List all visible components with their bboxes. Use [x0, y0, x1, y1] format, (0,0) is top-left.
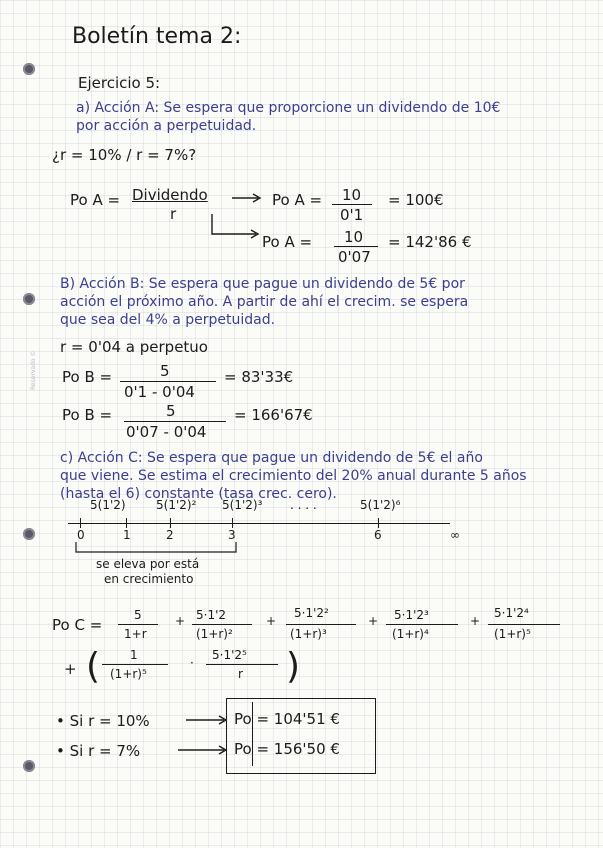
binder-hole: [23, 293, 35, 305]
timeline-flow-3: 5(1'2)³: [222, 498, 263, 512]
timeline-tick: [232, 518, 233, 528]
timeline-label-1: 1: [123, 528, 131, 542]
result-1-denominator: 0'1: [340, 206, 364, 224]
case-r-7: • Si r = 7%: [56, 742, 141, 760]
term-2-denominator: (1+r)²: [196, 627, 233, 641]
timeline-flow-6: 5(1'2)⁶: [360, 498, 401, 512]
term-5-denominator: (1+r)⁵: [494, 627, 531, 641]
fraction-bar: [386, 624, 458, 625]
term-4-denominator: (1+r)⁴: [392, 627, 429, 641]
term-5-numerator: 5·1'2⁴: [494, 606, 529, 620]
timeline-bracket: [74, 540, 240, 556]
b-result-1-lhs: Po B =: [62, 368, 113, 386]
timeline-label-0: 0: [77, 528, 85, 542]
tail-b-numerator: 5·1'2⁵: [212, 648, 247, 662]
fraction-bar: [102, 664, 168, 665]
fraction-bar: [286, 624, 356, 625]
b-result-2-denominator: 0'07 - 0'04: [126, 423, 207, 441]
open-paren: (: [86, 646, 101, 687]
close-paren: ): [286, 646, 301, 687]
result-2-numerator: 10: [344, 228, 364, 246]
binder-hole: [23, 760, 35, 772]
timeline-flow-1: 5(1'2): [90, 498, 126, 512]
timeline-label-2: 2: [166, 528, 174, 542]
result-2-lhs: Po A =: [262, 233, 313, 251]
arrow-right-icon: [230, 192, 264, 204]
part-c-statement-line1: c) Acción C: Se espera que pague un dividendo de 5€ el año: [60, 450, 483, 466]
formula-numerator: Dividendo: [132, 186, 208, 204]
term-1-denominator: 1+r: [124, 627, 147, 641]
result-1-lhs: Po A =: [272, 191, 323, 209]
fraction-bar: [332, 204, 372, 205]
timeline-flow-dots: . . . .: [290, 498, 317, 512]
arrow-right-icon: [184, 714, 230, 726]
growth-rate: r = 0'04 a perpetuo: [60, 338, 208, 356]
growth-note-line2: en crecimiento: [104, 572, 194, 586]
arrow-right-icon: [176, 744, 230, 756]
b-result-1-value: = 83'33€: [224, 368, 294, 386]
page-title: Boletín tema 2:: [72, 24, 242, 49]
term-3-denominator: (1+r)³: [290, 627, 327, 641]
term-4-numerator: 5·1'2³: [394, 608, 429, 622]
timeline-label-infinity: ∞: [450, 528, 460, 542]
part-a-question: ¿r = 10% / r = 7%?: [52, 146, 197, 164]
result-1-numerator: 10: [342, 186, 362, 204]
plus-sign: +: [64, 660, 77, 678]
watermark: Reservado ©: [30, 350, 37, 390]
fraction-bar: [206, 664, 278, 665]
plus-sign: +: [368, 614, 379, 628]
arrow-bent-icon: [208, 212, 262, 240]
part-c-statement-line2: que viene. Se estima el crecimiento del 20% anual durante 5 años: [60, 468, 527, 484]
plus-sign: +: [175, 614, 186, 628]
formula-lhs: Po A =: [70, 191, 121, 209]
part-a-statement-line1: a) Acción A: Se espera que proporcione un dividendo de 10€: [76, 100, 501, 116]
tail-b-denominator: r: [238, 667, 243, 681]
result-2-denominator: 0'07: [338, 248, 371, 266]
part-b-statement-line3: que sea del 4% a perpetuidad.: [60, 312, 276, 328]
timeline-tick: [170, 518, 171, 528]
part-c-statement-line3: (hasta el 6) constante (tasa crec. cero).: [60, 486, 337, 502]
plus-sign: +: [470, 614, 481, 628]
growth-note-line1: se eleva por está: [96, 557, 200, 571]
fraction-bar: [120, 381, 216, 382]
binder-hole: [23, 63, 35, 75]
timeline-label-6: 6: [374, 528, 382, 542]
fraction-bar: [488, 624, 560, 625]
timeline-label-3: 3: [228, 528, 236, 542]
tail-a-denominator: (1+r)⁵: [110, 667, 147, 681]
b-result-1-denominator: 0'1 - 0'04: [124, 383, 195, 401]
fraction-bar: [334, 246, 378, 247]
b-result-2-lhs: Po B =: [62, 406, 113, 424]
part-a-statement-line2: por acción a perpetuidad.: [76, 118, 257, 134]
timeline-tick: [80, 518, 81, 528]
timeline-tick: [126, 518, 127, 528]
dot-operator: ·: [190, 656, 194, 670]
fraction-bar: [118, 624, 158, 625]
b-result-2-value: = 166'67€: [234, 406, 313, 424]
result-2-value: = 142'86 €: [388, 233, 472, 251]
term-3-numerator: 5·1'2²: [294, 606, 329, 620]
part-b-statement-line1: B) Acción B: Se espera que pague un dividendo de 5€ por: [60, 276, 465, 292]
exercise-heading: Ejercicio 5:: [78, 74, 161, 92]
b-result-1-numerator: 5: [160, 362, 170, 380]
formula-denominator: r: [170, 205, 177, 223]
b-result-2-numerator: 5: [166, 402, 176, 420]
term-1-numerator: 5: [134, 608, 142, 622]
fraction-bar: [192, 624, 252, 625]
timeline-tick: [378, 518, 379, 528]
plus-sign: +: [266, 614, 277, 628]
answer-r-10: Po = 104'51 €: [234, 710, 340, 728]
result-1-value: = 100€: [388, 191, 444, 209]
tail-a-numerator: 1: [130, 648, 138, 662]
term-2-numerator: 5·1'2: [196, 608, 227, 622]
poc-lhs: Po C =: [52, 616, 103, 634]
case-r-10: • Si r = 10%: [56, 712, 150, 730]
part-b-statement-line2: acción el próximo año. A partir de ahí el crecim. se espera: [60, 294, 469, 310]
timeline-flow-2: 5(1'2)²: [156, 498, 197, 512]
fraction-bar: [124, 421, 226, 422]
binder-hole: [23, 528, 35, 540]
answer-r-7: Po = 156'50 €: [234, 740, 340, 758]
